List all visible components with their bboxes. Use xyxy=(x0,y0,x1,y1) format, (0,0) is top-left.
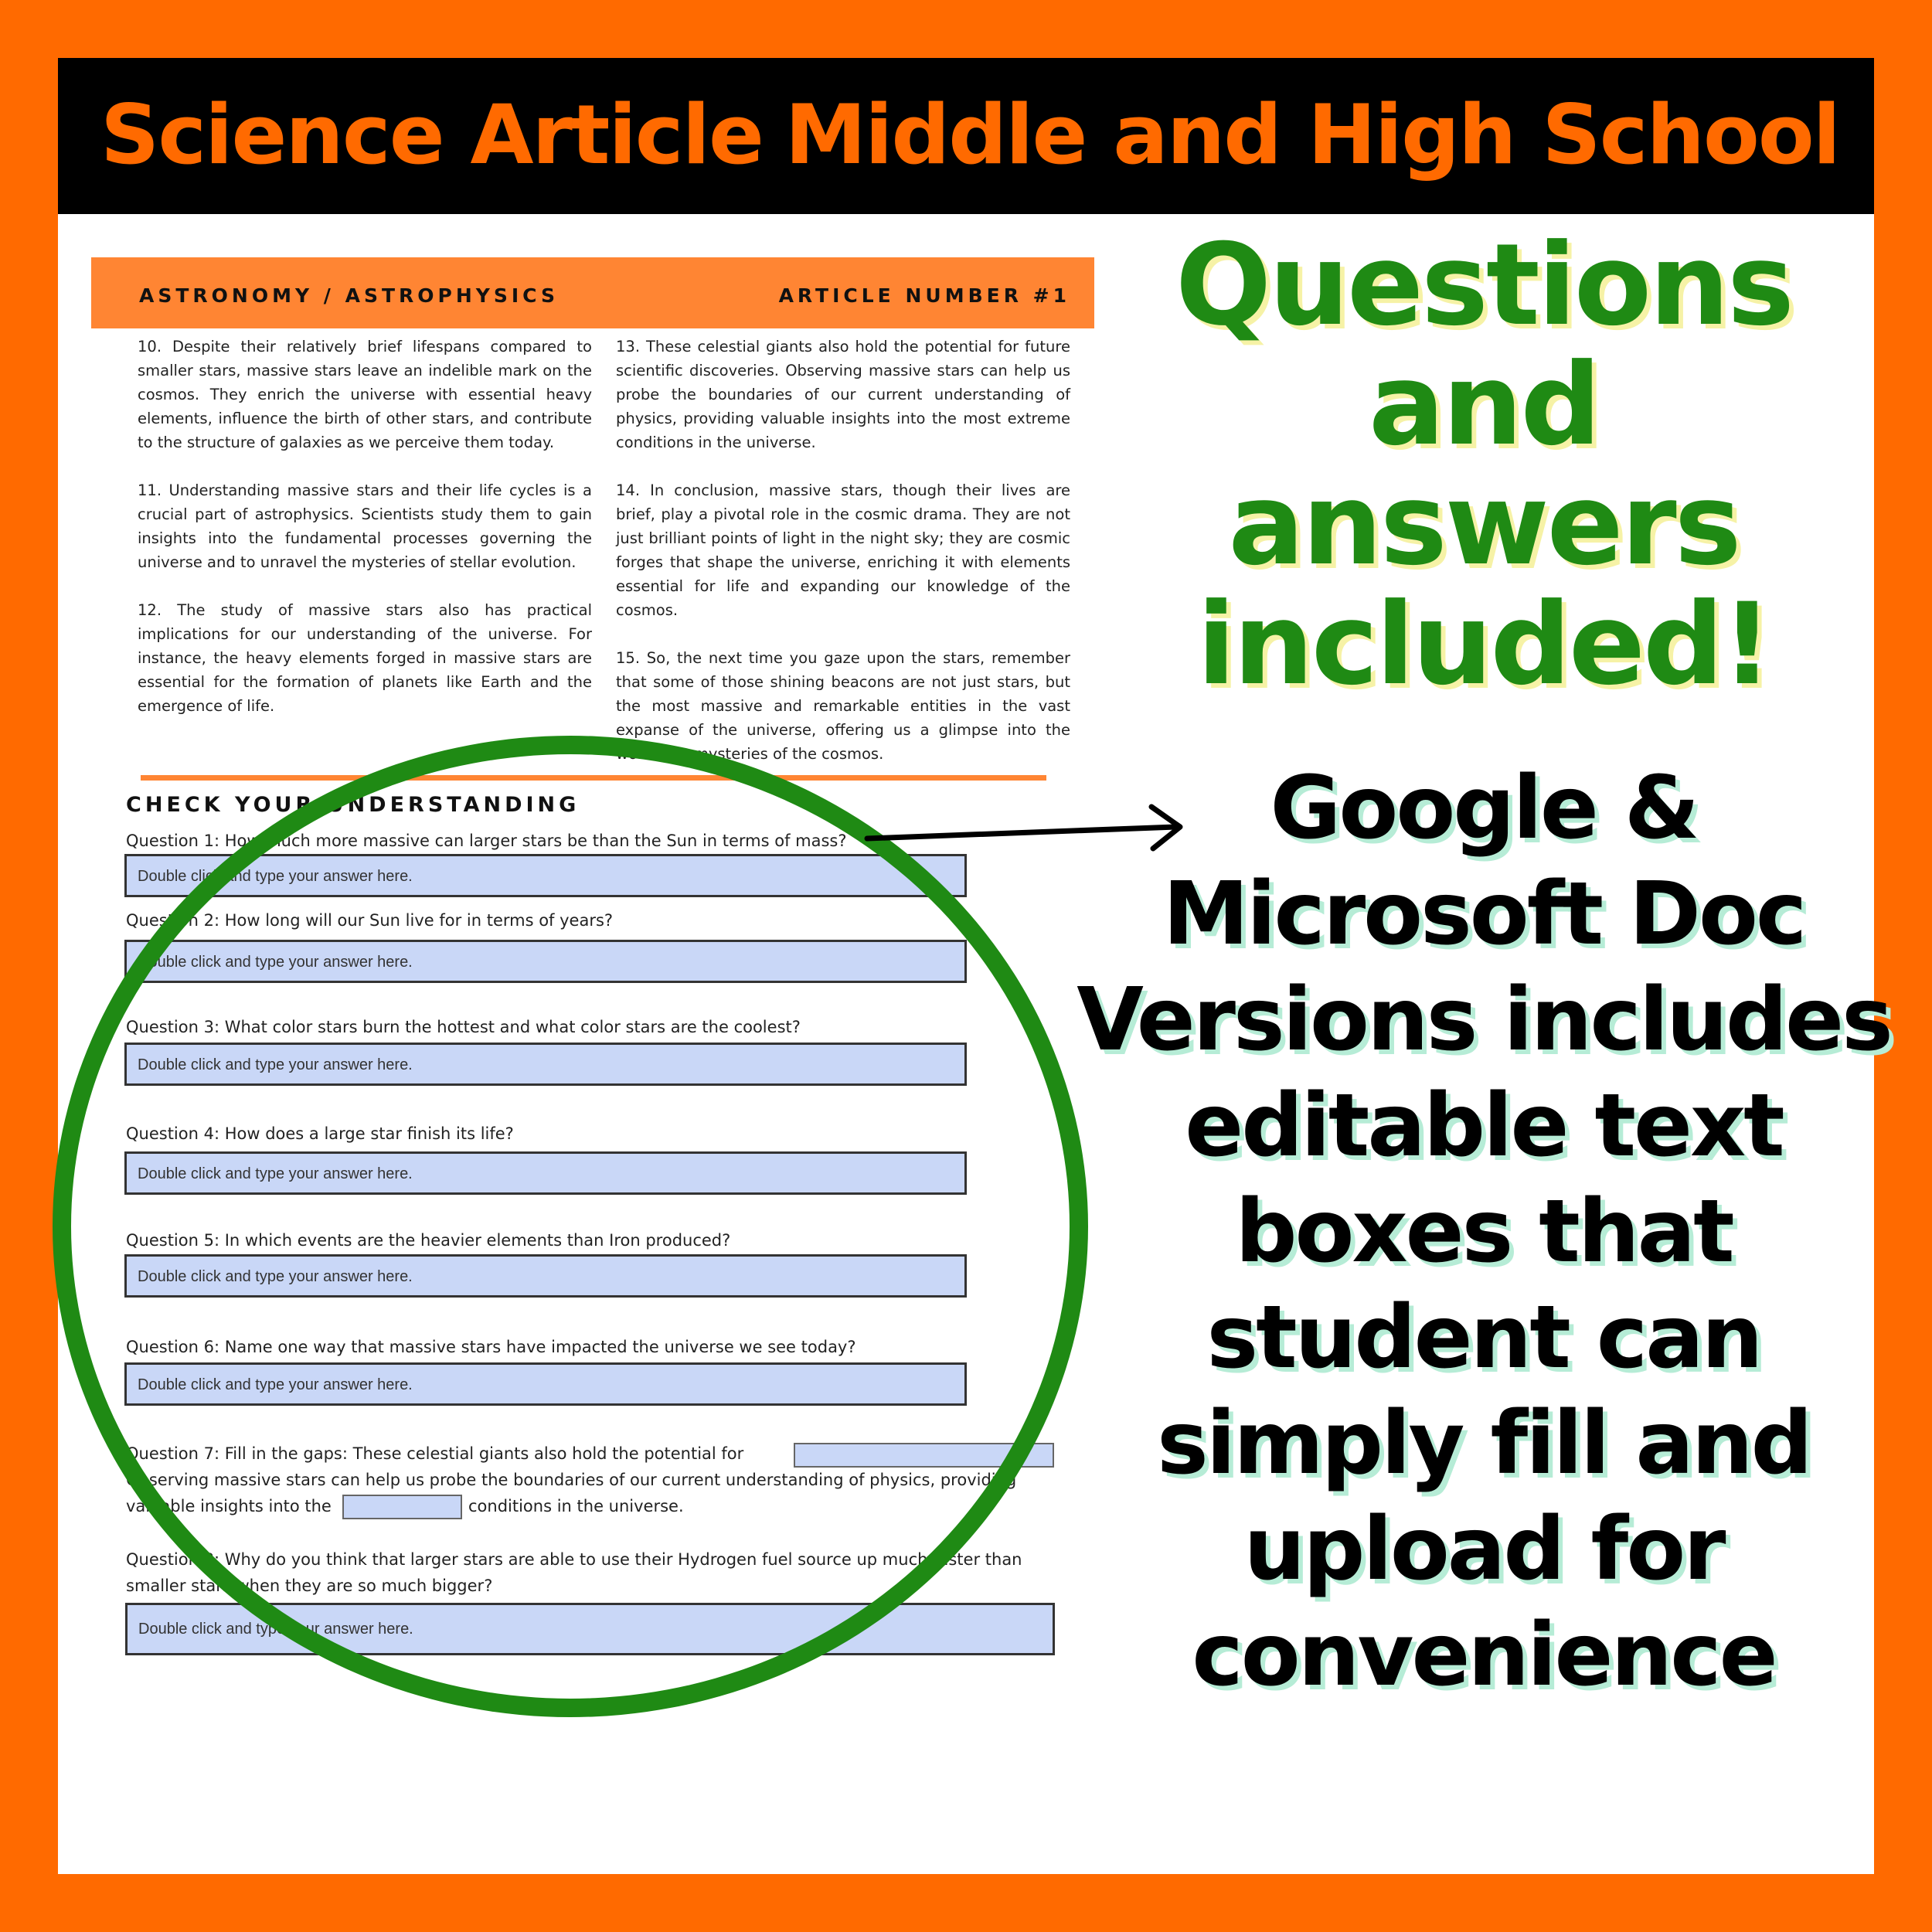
green-headline: Questions and answers included! xyxy=(1175,219,1792,710)
question-7-line-3: valuable insights into the xyxy=(126,1497,332,1515)
question-5: Question 5: In which events are the heavier elements than Iron produced? xyxy=(126,1231,731,1250)
article-category: ASTRONOMY / ASTROPHYSICS xyxy=(139,284,559,307)
question-7-line-2: Observing massive stars can help us probe the boundaries of our current understanding of physics, providing xyxy=(126,1471,1017,1489)
paragraph-12: 12. The study of massive stars also has practical implications for our understanding of the universe. For instance, the heavy elements forged in massive stars are essential for the formation of planets like Earth and the emergence of life. xyxy=(138,601,592,715)
answer-box-1[interactable]: Double click and type your answer here. xyxy=(124,854,967,897)
answer-box-8[interactable]: Double click and type your answer here. xyxy=(125,1603,1055,1655)
banner-title-left: Science Article xyxy=(100,87,763,182)
question-7: Question 7: Fill in the gaps: These celestial giants also hold the potential for xyxy=(126,1444,744,1463)
paragraph-10: 10. Despite their relatively brief lifespans compared to smaller stars, massive stars leave an indelible mark on the cosmos. They enrich the universe with essential heavy elements, influence the birth of other stars, and contribute to the structure of galaxies as we perceive them today. xyxy=(138,338,592,451)
question-7-line-3-end: conditions in the universe. xyxy=(468,1497,684,1515)
answer-box-6[interactable]: Double click and type your answer here. xyxy=(124,1362,967,1406)
question-8-line-2: smaller stars when they are so much bigger? xyxy=(126,1577,493,1595)
paragraph-11: 11. Understanding massive stars and their life cycles is a crucial part of astrophysics. Scientists study them to gain insights into the fundamental processes governing the universe and to unravel the mysteries of stellar evolution. xyxy=(138,481,592,571)
answer-box-4[interactable]: Double click and type your answer here. xyxy=(124,1151,967,1195)
question-2: Question 2: How long will our Sun live for in terms of years? xyxy=(126,911,614,930)
question-8: Question 8: Why do you think that larger stars are able to use their Hydrogen fuel source up much faster than xyxy=(126,1550,1022,1569)
paragraph-13: 13. These celestial giants also hold the potential for future scientific discoveries. Observing massive stars can help us probe the boundaries of our current understanding of physics, providing valuable insights into the most extreme conditions in the universe. xyxy=(616,338,1070,451)
answer-box-5[interactable]: Double click and type your answer here. xyxy=(124,1254,967,1298)
question-4: Question 4: How does a large star finish its life? xyxy=(126,1124,514,1143)
black-headline: Google & Microsoft Doc Versions includes editable text boxes that student can simply fill and upload for convenience xyxy=(1077,758,1891,1706)
answer-box-3[interactable]: Double click and type your answer here. xyxy=(124,1043,967,1086)
section-title: CHECK YOUR UNDERSTANDING xyxy=(126,793,580,817)
answer-box-2[interactable]: Double click and type your answer here. xyxy=(124,940,967,983)
article-number: ARTICLE NUMBER #1 xyxy=(778,284,1070,307)
question-3: Question 3: What color stars burn the hottest and what color stars are the coolest? xyxy=(126,1018,801,1036)
paragraph-15: 15. So, the next time you gaze upon the stars, remember that some of those shining beacons are not just stars, but the most massive and remarkable entities in the vast expanse of the universe, offering us a glimpse into the wondrous mysteries of the cosmos. xyxy=(616,649,1070,763)
question-1: Question 1: How much more massive can larger stars be than the Sun in terms of mass? xyxy=(126,832,847,850)
banner-title-right: Middle and High School xyxy=(784,87,1839,182)
paragraph-14: 14. In conclusion, massive stars, though their lives are brief, play a pivotal role in the cosmic drama. They are not just brilliant points of light in the night sky; they are cosmic forges that shape the universe, enriching it with elements essential for life and expanding our knowledge of the cosmos. xyxy=(616,481,1070,619)
question-6: Question 6: Name one way that massive stars have impacted the universe we see today? xyxy=(126,1338,856,1356)
